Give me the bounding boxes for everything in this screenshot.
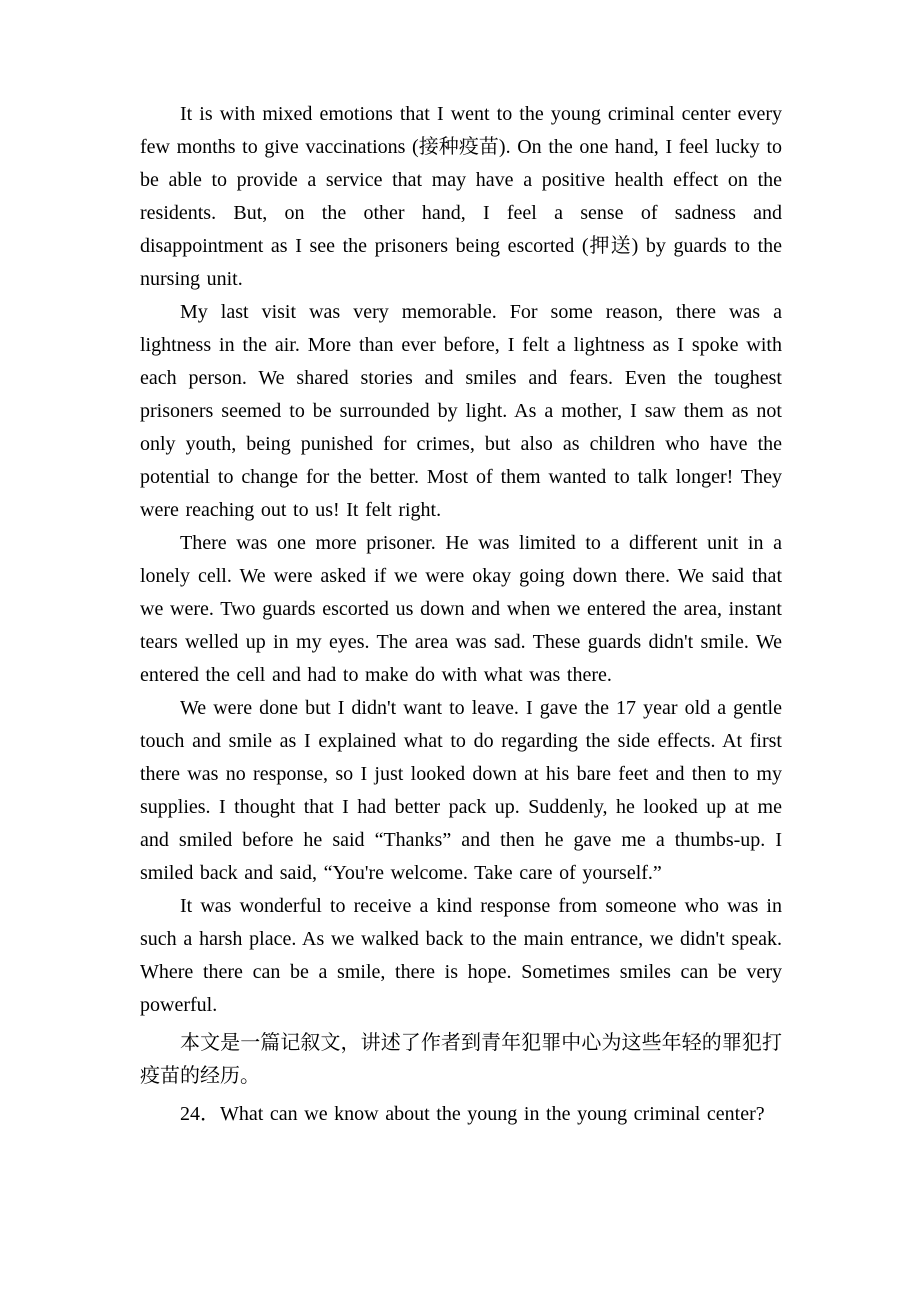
passage-paragraph-5: It was wonderful to receive a kind response from someone who was in such a harsh place. As we walked back to the main entrance, we didn't speak. Where there can be a smile, there is hope. Sometimes smiles can be very powerful. [140, 895, 782, 1016]
passage-paragraph-4: We were done but I didn't want to leave. I gave the 17 year old a gentle touch and smile as I explained what to do regarding the side effects. At first there was no response, so I just looked down at his bare feet and then to my supplies. I thought that I had better pack up. Suddenly, he looked up at me and smiled before he said “Thanks” and then he gave me a thumbs-up. I smiled back and said, “You're welcome. Take care of yourself.” [140, 697, 782, 884]
chinese-summary-note: 本文是一篇记叙文，讲述了作者到青年犯罪中心为这些年轻的罪犯打疫苗的经历。 [140, 1030, 782, 1087]
passage-paragraph-1: It is with mixed emotions that I went to the young criminal center every few months to give vaccinations (接种疫苗). On the one hand, I feel lucky to be able to provide a service that may have a positive health effect on the residents. But, on the other hand, I feel a sense of sadness and disappointment as I see the prisoners being escorted (押送) by guards to the nursing unit. [140, 103, 782, 290]
passage-paragraph-3: There was one more prisoner. He was limited to a different unit in a lonely cell. We were asked if we were okay going down there. We said that we were. Two guards escorted us down and when we entered the area, instant tears welled up in my eyes. The area was sad. These guards didn't smile. We entered the cell and had to make do with what was there. [140, 532, 782, 686]
passage-paragraph-2: My last visit was very memorable. For some reason, there was a lightness in the air. More than ever before, I felt a lightness as I spoke with each person. We shared stories and smiles and fears. Even the toughest prisoners seemed to be surrounded by light. As a mother, I saw them as not only youth, being punished for crimes, but also as children who have the potential to change for the better. Most of them wanted to talk longer! They were reaching out to us! It felt right. [140, 301, 782, 521]
question-24: 24．What can we know about the young in the young criminal center? [180, 1103, 765, 1125]
